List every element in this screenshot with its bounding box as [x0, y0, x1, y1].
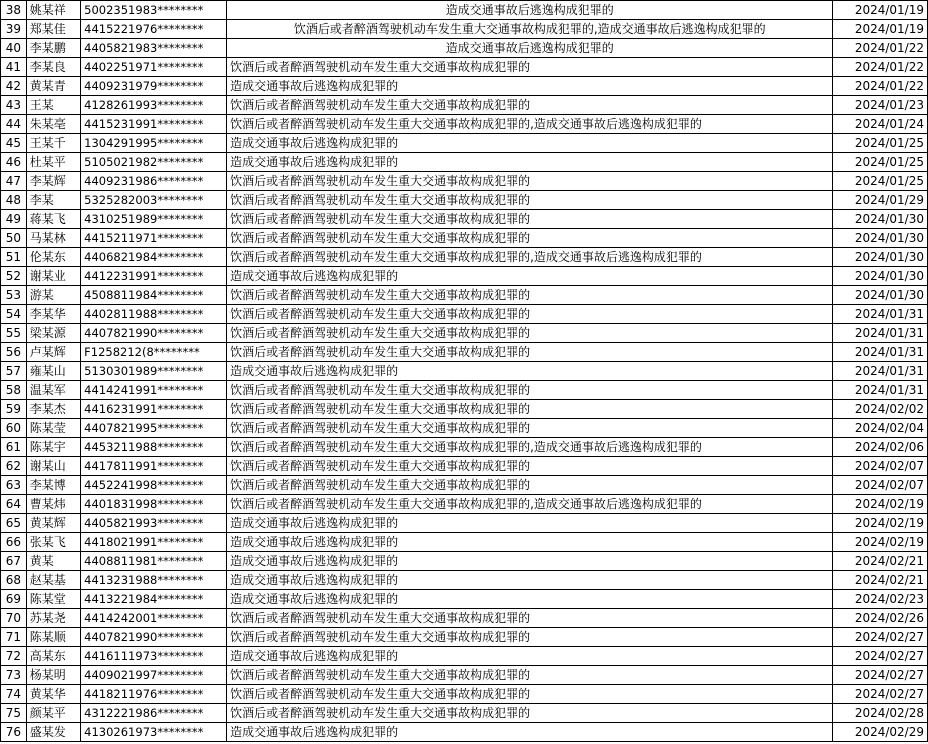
row-number-cell: 52: [1, 267, 27, 286]
id-number-cell: 5002351983********: [81, 1, 227, 20]
reason-cell: 饮酒后或者醉酒驾驶机动车发生重大交通事故构成犯罪的: [227, 419, 833, 438]
row-number-cell: 69: [1, 590, 27, 609]
name-cell: 卢某辉: [26, 343, 80, 362]
table-row: [1, 495, 928, 514]
name-cell: 雍某山: [26, 362, 80, 381]
reason-cell: 饮酒后或者醉酒驾驶机动车发生重大交通事故构成犯罪的: [227, 685, 833, 704]
name-cell: 曹某炜: [26, 495, 80, 514]
row-number-cell: 56: [1, 343, 27, 362]
table-row: [1, 96, 928, 115]
id-number-cell: 4407821995********: [81, 419, 227, 438]
row-number-cell: 68: [1, 571, 27, 590]
row-number-cell: 64: [1, 495, 27, 514]
reason-cell: 饮酒后或者醉酒驾驶机动车发生重大交通事故构成犯罪的: [227, 381, 833, 400]
name-cell: 杜某平: [26, 153, 80, 172]
name-cell: 姚某祥: [26, 1, 80, 20]
reason-cell: 饮酒后或者醉酒驾驶机动车发生重大交通事故构成犯罪的: [227, 286, 833, 305]
row-number-cell: 40: [1, 39, 27, 58]
table-row: [1, 704, 928, 723]
row-number-cell: 59: [1, 400, 27, 419]
table-row: [1, 229, 928, 248]
name-cell: 蒋某飞: [26, 210, 80, 229]
table-row: [1, 590, 928, 609]
id-number-cell: 4405821983********: [81, 39, 227, 58]
date-cell: 2024/01/25: [833, 134, 928, 153]
row-number-cell: 76: [1, 723, 27, 742]
date-cell: 2024/01/25: [833, 172, 928, 191]
table-body: [1, 1, 928, 742]
name-cell: 盛某发: [26, 723, 80, 742]
table-row: [1, 20, 928, 39]
name-cell: 王某千: [26, 134, 80, 153]
reason-cell: 饮酒后或者醉酒驾驶机动车发生重大交通事故构成犯罪的: [227, 305, 833, 324]
name-cell: 黄某: [26, 552, 80, 571]
table-row: [1, 381, 928, 400]
row-number-cell: 70: [1, 609, 27, 628]
row-number-cell: 67: [1, 552, 27, 571]
reason-cell: 饮酒后或者醉酒驾驶机动车发生重大交通事故构成犯罪的: [227, 191, 833, 210]
table-row: [1, 58, 928, 77]
name-cell: 陈某堂: [26, 590, 80, 609]
reason-cell: 饮酒后或者醉酒驾驶机动车发生重大交通事故构成犯罪的: [227, 210, 833, 229]
date-cell: 2024/01/30: [833, 229, 928, 248]
table-row: [1, 438, 928, 457]
row-number-cell: 57: [1, 362, 27, 381]
id-number-cell: 4402811988********: [81, 305, 227, 324]
id-number-cell: 4409231979********: [81, 77, 227, 96]
name-cell: 黄某辉: [26, 514, 80, 533]
reason-cell: 饮酒后或者醉酒驾驶机动车发生重大交通事故构成犯罪的: [227, 476, 833, 495]
name-cell: 颜某平: [26, 704, 80, 723]
name-cell: 黄某华: [26, 685, 80, 704]
row-number-cell: 54: [1, 305, 27, 324]
table-row: [1, 305, 928, 324]
reason-cell: 造成交通事故后逃逸构成犯罪的: [227, 533, 833, 552]
name-cell: 温某军: [26, 381, 80, 400]
reason-cell: 饮酒后或者醉酒驾驶机动车发生重大交通事故构成犯罪的: [227, 58, 833, 77]
date-cell: 2024/01/30: [833, 286, 928, 305]
name-cell: 赵某基: [26, 571, 80, 590]
row-number-cell: 71: [1, 628, 27, 647]
date-cell: 2024/01/30: [833, 248, 928, 267]
name-cell: 陈某莹: [26, 419, 80, 438]
table-row: [1, 685, 928, 704]
row-number-cell: 53: [1, 286, 27, 305]
id-number-cell: F1258212(8********: [81, 343, 227, 362]
id-number-cell: 4416111973********: [81, 647, 227, 666]
name-cell: 李某辉: [26, 172, 80, 191]
table-row: [1, 457, 928, 476]
reason-cell: 饮酒后或者醉酒驾驶机动车发生重大交通事故构成犯罪的: [227, 457, 833, 476]
row-number-cell: 63: [1, 476, 27, 495]
date-cell: 2024/01/30: [833, 210, 928, 229]
reason-cell: 饮酒后或者醉酒驾驶机动车发生重大交通事故构成犯罪的: [227, 704, 833, 723]
id-number-cell: 4414242001********: [81, 609, 227, 628]
row-number-cell: 39: [1, 20, 27, 39]
table-row: [1, 628, 928, 647]
name-cell: 苏某尧: [26, 609, 80, 628]
name-cell: 黄某青: [26, 77, 80, 96]
date-cell: 2024/01/24: [833, 115, 928, 134]
id-number-cell: 4406821984********: [81, 248, 227, 267]
date-cell: 2024/02/07: [833, 457, 928, 476]
id-number-cell: 5130301989********: [81, 362, 227, 381]
row-number-cell: 55: [1, 324, 27, 343]
table-row: [1, 343, 928, 362]
table-row: [1, 115, 928, 134]
name-cell: 张某飞: [26, 533, 80, 552]
id-number-cell: 4130261973********: [81, 723, 227, 742]
row-number-cell: 61: [1, 438, 27, 457]
reason-cell: 造成交通事故后逃逸构成犯罪的: [227, 590, 833, 609]
table-row: [1, 191, 928, 210]
reason-cell: 饮酒后或者醉酒驾驶机动车发生重大交通事故构成犯罪的: [227, 609, 833, 628]
date-cell: 2024/02/19: [833, 514, 928, 533]
name-cell: 王某: [26, 96, 80, 115]
row-number-cell: 58: [1, 381, 27, 400]
table-row: [1, 362, 928, 381]
reason-cell: 饮酒后或者醉酒驾驶机动车发生重大交通事故构成犯罪的,造成交通事故后逃逸构成犯罪的: [227, 438, 833, 457]
id-number-cell: 4413221984********: [81, 590, 227, 609]
name-cell: 谢某业: [26, 267, 80, 286]
row-number-cell: 73: [1, 666, 27, 685]
table-row: [1, 286, 928, 305]
date-cell: 2024/01/23: [833, 96, 928, 115]
date-cell: 2024/01/19: [833, 1, 928, 20]
table-row: [1, 210, 928, 229]
name-cell: 朱某亳: [26, 115, 80, 134]
reason-cell: 饮酒后或者醉酒驾驶机动车发生重大交通事故构成犯罪的,造成交通事故后逃逸构成犯罪的: [227, 115, 833, 134]
table-row: [1, 571, 928, 590]
reason-cell: 造成交通事故后逃逸构成犯罪的: [227, 153, 833, 172]
reason-cell: 饮酒后或者醉酒驾驶机动车发生重大交通事故构成犯罪的: [227, 343, 833, 362]
reason-cell: 造成交通事故后逃逸构成犯罪的: [227, 77, 833, 96]
id-number-cell: 4418021991********: [81, 533, 227, 552]
date-cell: 2024/01/31: [833, 305, 928, 324]
date-cell: 2024/01/29: [833, 191, 928, 210]
id-number-cell: 4405821993********: [81, 514, 227, 533]
row-number-cell: 74: [1, 685, 27, 704]
reason-cell: 饮酒后或者醉酒驾驶机动车发生重大交通事故构成犯罪的: [227, 666, 833, 685]
row-number-cell: 51: [1, 248, 27, 267]
id-number-cell: 5325282003********: [81, 191, 227, 210]
date-cell: 2024/01/31: [833, 381, 928, 400]
date-cell: 2024/02/27: [833, 647, 928, 666]
name-cell: 杨某明: [26, 666, 80, 685]
date-cell: 2024/02/29: [833, 723, 928, 742]
reason-cell: 饮酒后或者醉酒驾驶机动车发生重大交通事故构成犯罪的,造成交通事故后逃逸构成犯罪的: [227, 248, 833, 267]
id-number-cell: 4413231988********: [81, 571, 227, 590]
name-cell: 李某杰: [26, 400, 80, 419]
id-number-cell: 4402251971********: [81, 58, 227, 77]
reason-cell: 造成交通事故后逃逸构成犯罪的: [227, 647, 833, 666]
id-number-cell: 4414241991********: [81, 381, 227, 400]
id-number-cell: 4409231986********: [81, 172, 227, 191]
id-number-cell: 4312221986********: [81, 704, 227, 723]
date-cell: 2024/02/26: [833, 609, 928, 628]
table-row: [1, 77, 928, 96]
date-cell: 2024/02/27: [833, 685, 928, 704]
date-cell: 2024/01/31: [833, 362, 928, 381]
row-number-cell: 49: [1, 210, 27, 229]
id-number-cell: 4418211976********: [81, 685, 227, 704]
date-cell: 2024/01/31: [833, 324, 928, 343]
date-cell: 2024/01/22: [833, 58, 928, 77]
name-cell: 李某: [26, 191, 80, 210]
name-cell: 李某华: [26, 305, 80, 324]
reason-cell: 造成交通事故后逃逸构成犯罪的: [227, 267, 833, 286]
id-number-cell: 4417811991********: [81, 457, 227, 476]
reason-cell: 造成交通事故后逃逸构成犯罪的: [227, 39, 833, 58]
id-number-cell: 4407821990********: [81, 628, 227, 647]
date-cell: 2024/02/27: [833, 666, 928, 685]
name-cell: 李某博: [26, 476, 80, 495]
reason-cell: 饮酒后或者醉酒驾驶机动车发生重大交通事故构成犯罪的: [227, 400, 833, 419]
table-row: [1, 666, 928, 685]
reason-cell: 造成交通事故后逃逸构成犯罪的: [227, 571, 833, 590]
table-row: [1, 514, 928, 533]
name-cell: 李某良: [26, 58, 80, 77]
table-row: [1, 419, 928, 438]
id-number-cell: 4310251989********: [81, 210, 227, 229]
id-number-cell: 4408811981********: [81, 552, 227, 571]
row-number-cell: 46: [1, 153, 27, 172]
name-cell: 游某: [26, 286, 80, 305]
date-cell: 2024/02/19: [833, 533, 928, 552]
reason-cell: 造成交通事故后逃逸构成犯罪的: [227, 362, 833, 381]
reason-cell: 造成交通事故后逃逸构成犯罪的: [227, 723, 833, 742]
row-number-cell: 44: [1, 115, 27, 134]
table-row: [1, 1, 928, 20]
date-cell: 2024/02/07: [833, 476, 928, 495]
id-number-cell: 4401831998********: [81, 495, 227, 514]
id-number-cell: 4453211988********: [81, 438, 227, 457]
row-number-cell: 45: [1, 134, 27, 153]
table-row: [1, 248, 928, 267]
reason-cell: 饮酒后或者醉酒驾驶机动车发生重大交通事故构成犯罪的: [227, 324, 833, 343]
date-cell: 2024/02/21: [833, 552, 928, 571]
id-number-cell: 4407821990********: [81, 324, 227, 343]
table-row: [1, 267, 928, 286]
id-number-cell: 5105021982********: [81, 153, 227, 172]
id-number-cell: 4452241998********: [81, 476, 227, 495]
row-number-cell: 47: [1, 172, 27, 191]
row-number-cell: 38: [1, 1, 27, 20]
row-number-cell: 65: [1, 514, 27, 533]
table-row: [1, 609, 928, 628]
id-number-cell: 4128261993********: [81, 96, 227, 115]
table-row: [1, 476, 928, 495]
name-cell: 高某东: [26, 647, 80, 666]
reason-cell: 造成交通事故后逃逸构成犯罪的: [227, 134, 833, 153]
id-number-cell: 4412231991********: [81, 267, 227, 286]
row-number-cell: 66: [1, 533, 27, 552]
date-cell: 2024/02/06: [833, 438, 928, 457]
name-cell: 陈某宇: [26, 438, 80, 457]
row-number-cell: 50: [1, 229, 27, 248]
row-number-cell: 43: [1, 96, 27, 115]
date-cell: 2024/02/27: [833, 628, 928, 647]
table-row: [1, 400, 928, 419]
date-cell: 2024/02/21: [833, 571, 928, 590]
date-cell: 2024/02/04: [833, 419, 928, 438]
date-cell: 2024/01/22: [833, 39, 928, 58]
table-row: [1, 723, 928, 742]
row-number-cell: 48: [1, 191, 27, 210]
reason-cell: 造成交通事故后逃逸构成犯罪的: [227, 514, 833, 533]
date-cell: 2024/01/25: [833, 153, 928, 172]
table-row: [1, 172, 928, 191]
id-number-cell: 1304291995********: [81, 134, 227, 153]
table-row: [1, 134, 928, 153]
date-cell: 2024/02/19: [833, 495, 928, 514]
row-number-cell: 72: [1, 647, 27, 666]
name-cell: 梁某源: [26, 324, 80, 343]
name-cell: 谢某山: [26, 457, 80, 476]
row-number-cell: 60: [1, 419, 27, 438]
name-cell: 陈某顺: [26, 628, 80, 647]
row-number-cell: 62: [1, 457, 27, 476]
id-number-cell: 4415221976********: [81, 20, 227, 39]
reason-cell: 饮酒后或者醉酒驾驶机动车发生重大交通事故构成犯罪的: [227, 229, 833, 248]
reason-cell: 饮酒后或者醉酒驾驶机动车发生重大交通事故构成犯罪的: [227, 628, 833, 647]
name-cell: 马某林: [26, 229, 80, 248]
table-row: [1, 324, 928, 343]
id-number-cell: 4508811984********: [81, 286, 227, 305]
id-number-cell: 4416231991********: [81, 400, 227, 419]
date-cell: 2024/01/31: [833, 343, 928, 362]
table-row: [1, 647, 928, 666]
id-number-cell: 4409021997********: [81, 666, 227, 685]
row-number-cell: 41: [1, 58, 27, 77]
row-number-cell: 75: [1, 704, 27, 723]
reason-cell: 饮酒后或者醉酒驾驶机动车发生重大交通事故构成犯罪的,造成交通事故后逃逸构成犯罪的: [227, 20, 833, 39]
reason-cell: 饮酒后或者醉酒驾驶机动车发生重大交通事故构成犯罪的: [227, 96, 833, 115]
table-row: [1, 552, 928, 571]
date-cell: 2024/01/30: [833, 267, 928, 286]
name-cell: 郑某佳: [26, 20, 80, 39]
date-cell: 2024/02/02: [833, 400, 928, 419]
reason-cell: 造成交通事故后逃逸构成犯罪的: [227, 1, 833, 20]
id-number-cell: 4415211971********: [81, 229, 227, 248]
row-number-cell: 42: [1, 77, 27, 96]
name-cell: 李某鹏: [26, 39, 80, 58]
date-cell: 2024/02/28: [833, 704, 928, 723]
table-row: [1, 39, 928, 58]
date-cell: 2024/02/23: [833, 590, 928, 609]
reason-cell: 饮酒后或者醉酒驾驶机动车发生重大交通事故构成犯罪的: [227, 172, 833, 191]
reason-cell: 造成交通事故后逃逸构成犯罪的: [227, 552, 833, 571]
id-number-cell: 4415231991********: [81, 115, 227, 134]
date-cell: 2024/01/22: [833, 77, 928, 96]
date-cell: 2024/01/19: [833, 20, 928, 39]
name-cell: 伦某东: [26, 248, 80, 267]
reason-cell: 饮酒后或者醉酒驾驶机动车发生重大交通事故构成犯罪的,造成交通事故后逃逸构成犯罪的: [227, 495, 833, 514]
table-row: [1, 533, 928, 552]
table-row: [1, 153, 928, 172]
